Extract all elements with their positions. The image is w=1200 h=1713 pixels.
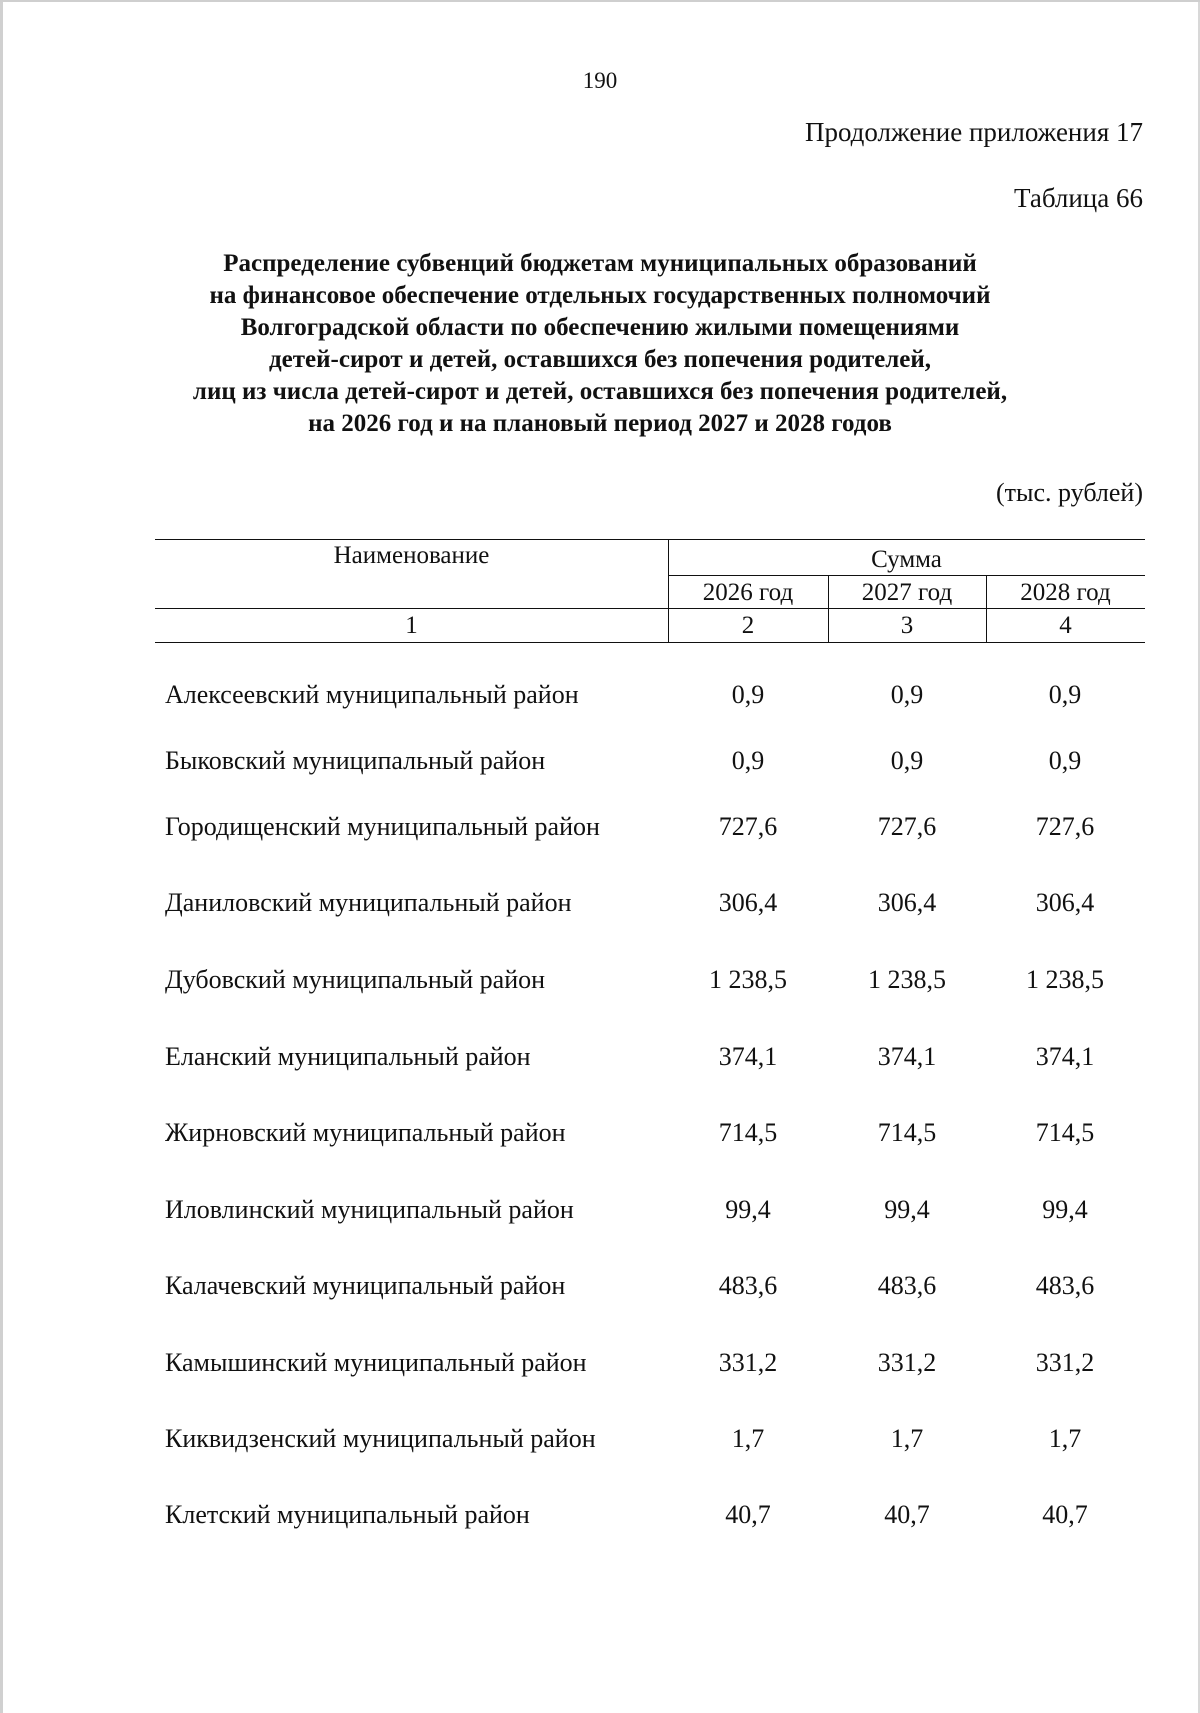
value-2027: 99,4 [884, 1195, 930, 1224]
row-name: Алексеевский муниципальный район [165, 680, 579, 709]
row-name: Киквидзенский муниципальный район [165, 1424, 596, 1453]
value-2026: 331,2 [718, 1348, 778, 1377]
scan-edge-top [0, 0, 1200, 2]
title-line: на финансовое обеспечение отдельных государственных полномочий [209, 282, 991, 309]
value-2027: 714,5 [877, 1118, 937, 1147]
value-2026: 306,4 [718, 888, 778, 917]
row-name: Быковский муниципальный район [165, 746, 546, 775]
value-2028: 99,4 [1042, 1195, 1088, 1224]
table-label: Таблица 66 [1014, 183, 1143, 213]
value-2026: 99,4 [725, 1195, 771, 1224]
value-2027: 331,2 [877, 1348, 937, 1377]
header-top-rule [155, 539, 1145, 540]
value-2027: 0,9 [890, 746, 924, 775]
col-number-3: 3 [900, 612, 914, 639]
title-line: Волгоградской области по обеспечению жилыми помещениями [240, 314, 960, 341]
value-2026: 1 238,5 [709, 965, 787, 994]
value-2028: 40,7 [1042, 1500, 1088, 1529]
year-rule [155, 608, 1145, 609]
value-2028: 727,6 [1035, 812, 1095, 841]
header-year-2028: 2028 год [1020, 579, 1111, 606]
value-2028: 1,7 [1048, 1424, 1082, 1453]
document-title [150, 248, 1050, 440]
value-2028: 0,9 [1048, 746, 1082, 775]
value-2026: 0,9 [731, 746, 765, 775]
value-2028: 483,6 [1035, 1271, 1095, 1300]
value-2028: 306,4 [1035, 888, 1095, 917]
sum-rule [668, 575, 1145, 576]
value-2028: 1 238,5 [1026, 965, 1104, 994]
value-2027: 1,7 [890, 1424, 924, 1453]
value-2028: 331,2 [1035, 1348, 1095, 1377]
col-number-1: 1 [405, 612, 418, 639]
col-number-4: 4 [1059, 612, 1072, 639]
header-bottom-rule [155, 642, 1145, 643]
value-2028: 714,5 [1035, 1118, 1095, 1147]
value-2027: 1 238,5 [868, 965, 946, 994]
value-2026: 727,6 [718, 812, 778, 841]
row-name: Жирновский муниципальный район [165, 1118, 566, 1147]
value-2026: 714,5 [718, 1118, 778, 1147]
value-2026: 483,6 [718, 1271, 778, 1300]
value-2026: 1,7 [731, 1424, 765, 1453]
row-name: Еланский муниципальный район [165, 1042, 531, 1071]
title-line: детей-сирот и детей, оставшихся без попечения родителей, [269, 346, 931, 373]
header-name: Наименование [333, 542, 490, 569]
scan-edge-left [0, 0, 3, 1713]
row-name: Городищенский муниципальный район [165, 812, 600, 841]
row-name: Клетский муниципальный район [165, 1500, 530, 1529]
value-2027: 0,9 [890, 680, 924, 709]
col-number-2: 2 [741, 612, 755, 639]
header-year-2026: 2026 год [702, 579, 794, 606]
value-2028: 0,9 [1048, 680, 1082, 709]
value-2027: 306,4 [877, 888, 937, 917]
title-line: лиц из числа детей-сирот и детей, оставшихся без попечения родителей, [192, 378, 1008, 405]
title-line: на 2026 год и на плановый период 2027 и 2028 годов [308, 410, 892, 437]
value-2026: 40,7 [725, 1500, 771, 1529]
value-2026: 0,9 [731, 680, 765, 709]
value-2028: 374,1 [1035, 1042, 1095, 1071]
value-2027: 727,6 [877, 812, 937, 841]
header-year-2027: 2027 год [861, 579, 953, 606]
row-name: Дубовский муниципальный район [165, 965, 546, 994]
row-name: Даниловский муниципальный район [165, 888, 572, 917]
header-sum: Сумма [871, 546, 942, 573]
value-2026: 374,1 [718, 1042, 778, 1071]
value-2027: 374,1 [877, 1042, 937, 1071]
row-name: Иловлинский муниципальный район [165, 1195, 574, 1224]
unit-label: (тыс. рублей) [995, 478, 1143, 507]
page-number: 190 [582, 68, 618, 93]
appendix-label: Продолжение приложения 17 [804, 117, 1143, 147]
row-name: Калачевский муниципальный район [165, 1271, 566, 1300]
row-name: Камышинский муниципальный район [165, 1348, 587, 1377]
title-line: Распределение субвенций бюджетам муниципальных образований [223, 250, 977, 277]
value-2027: 40,7 [884, 1500, 930, 1529]
value-2027: 483,6 [877, 1271, 937, 1300]
